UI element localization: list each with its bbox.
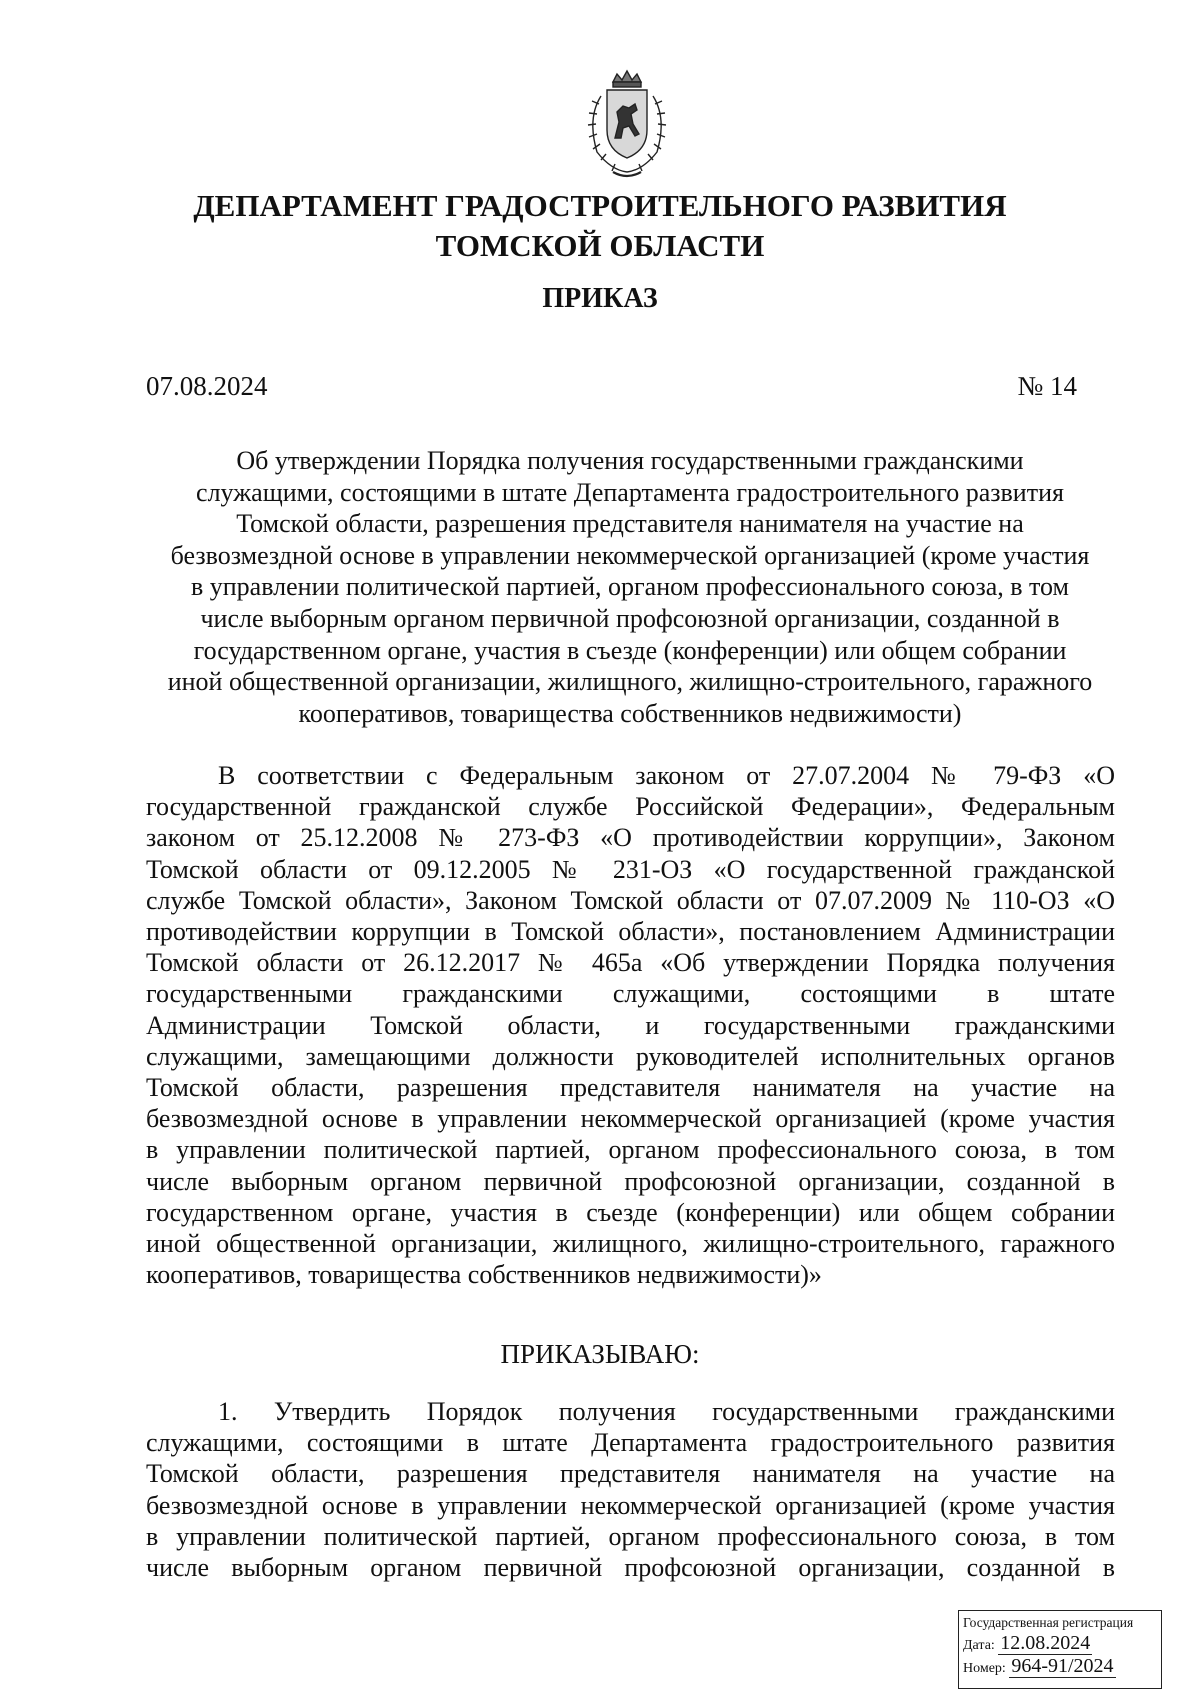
preamble-line: Томской области, разрешения представителя нанимателя на участие на xyxy=(146,1073,1115,1103)
preamble-line: государственной гражданской службе Российской Федерации», Федеральным xyxy=(146,792,1115,822)
registration-stamp xyxy=(958,1610,1162,1689)
registration-number-row xyxy=(963,1656,1157,1679)
preamble-line: числе выборным органом первичной профсоюзной организации, созданной в xyxy=(146,1166,1115,1196)
preamble-line: государственными гражданскими служащими, состоящими в штате xyxy=(146,979,1115,1009)
order-date: 07.08.2024 xyxy=(146,371,268,401)
item-1-paragraph xyxy=(146,1396,1115,1583)
item-1-line: Томской области, разрешения представителя нанимателя на участие на xyxy=(146,1459,1115,1489)
order-directive-word: ПРИКАЗЫВАЮ: xyxy=(500,1339,700,1369)
item-1-line: служащими, состоящими в штате Департамента градостроительного развития xyxy=(146,1428,1115,1458)
preamble-line: служащими, замещающими должности руководителей исполнительных органов xyxy=(146,1041,1115,1071)
document-type: ПРИКАЗ xyxy=(542,283,658,314)
preamble-line: в управлении политической партией, органом профессионального союза, в том xyxy=(146,1135,1115,1165)
preamble-paragraph xyxy=(146,760,1115,1290)
preamble-line: кооперативов, товарищества собственников недвижимости)» xyxy=(146,1260,822,1290)
registration-date-value: 12.08.2024 xyxy=(1000,1632,1091,1654)
preamble-line: противодействии коррупции в Томской области», постановлением Администрации xyxy=(146,917,1115,947)
item-1-line: числе выборным органом первичной профсоюзной организации, созданной в xyxy=(146,1553,1115,1583)
preamble-line: Томской области от 26.12.2017 № 465а «Об утверждении Порядка получения xyxy=(146,948,1115,978)
title-line: числе выборным органом первичной профсоюзной организации, созданной в xyxy=(200,603,1060,633)
order-number: № 14 xyxy=(1017,371,1077,401)
preamble-line: государственном органе, участия в съезде (конференции) или общем собрании xyxy=(146,1197,1115,1227)
title-line: Об утверждении Порядка получения государственными гражданскими xyxy=(236,446,1024,475)
preamble-line: В соответствии с Федеральным законом от 27.07.2004 № 79-ФЗ «О xyxy=(218,761,1115,790)
coat-of-arms-emblem xyxy=(571,68,683,184)
preamble-line: иной общественной организации, жилищного, жилищно-строительного, гаражного xyxy=(146,1229,1115,1259)
item-1-line: 1. Утвердить Порядок получения государственными гражданскими xyxy=(218,1397,1115,1426)
department-name-line1: ДЕПАРТАМЕНТ ГРАДОСТРОИТЕЛЬНОГО РАЗВИТИЯ xyxy=(193,188,1007,223)
department-name-line2: ТОМСКОЙ ОБЛАСТИ xyxy=(435,228,765,263)
registration-date-label: Дата: xyxy=(963,1638,995,1653)
registration-number-value: 964-91/2024 xyxy=(1011,1655,1114,1677)
item-1-line: в управлении политической партией, органом профессионального союза, в том xyxy=(146,1521,1115,1551)
title-line: служащими, состоящими в штате Департамента градостроительного развития xyxy=(196,477,1064,507)
title-line: Томской области, разрешения представителя нанимателя на участие на xyxy=(236,509,1024,539)
registration-heading: Государственная регистрация xyxy=(963,1615,1134,1630)
title-line: иной общественной организации, жилищного, жилищно-строительного, гаражного xyxy=(167,667,1093,697)
registration-number-label: Номер: xyxy=(963,1661,1006,1676)
preamble-line: Администрации Томской области, и государственными гражданскими xyxy=(146,1010,1115,1040)
item-1-line: безвозмездной основе в управлении некоммерческой организацией (кроме участия xyxy=(146,1490,1115,1520)
order-title xyxy=(140,445,1120,729)
title-line: государственном органе, участия в съезде (конференции) или общем собрании xyxy=(193,635,1067,665)
registration-date-row xyxy=(963,1633,1157,1656)
preamble-line: службе Томской области», Законом Томской области от 07.07.2009 № 110-ОЗ «О xyxy=(146,885,1115,915)
title-line: в управлении политической партией, органом профессионального союза, в том xyxy=(190,572,1070,602)
title-line: безвозмездной основе в управлении некоммерческой организацией (кроме участия xyxy=(170,540,1090,570)
title-line: кооперативов, товарищества собственников недвижимости) xyxy=(298,698,962,728)
preamble-line: Томской области от 09.12.2005 № 231-ОЗ «О государственной гражданской xyxy=(146,854,1115,884)
preamble-line: законом от 25.12.2008 № 273-ФЗ «О противодействии коррупции», Законом xyxy=(146,823,1115,853)
preamble-line: безвозмездной основе в управлении некоммерческой организацией (кроме участия xyxy=(146,1104,1115,1134)
